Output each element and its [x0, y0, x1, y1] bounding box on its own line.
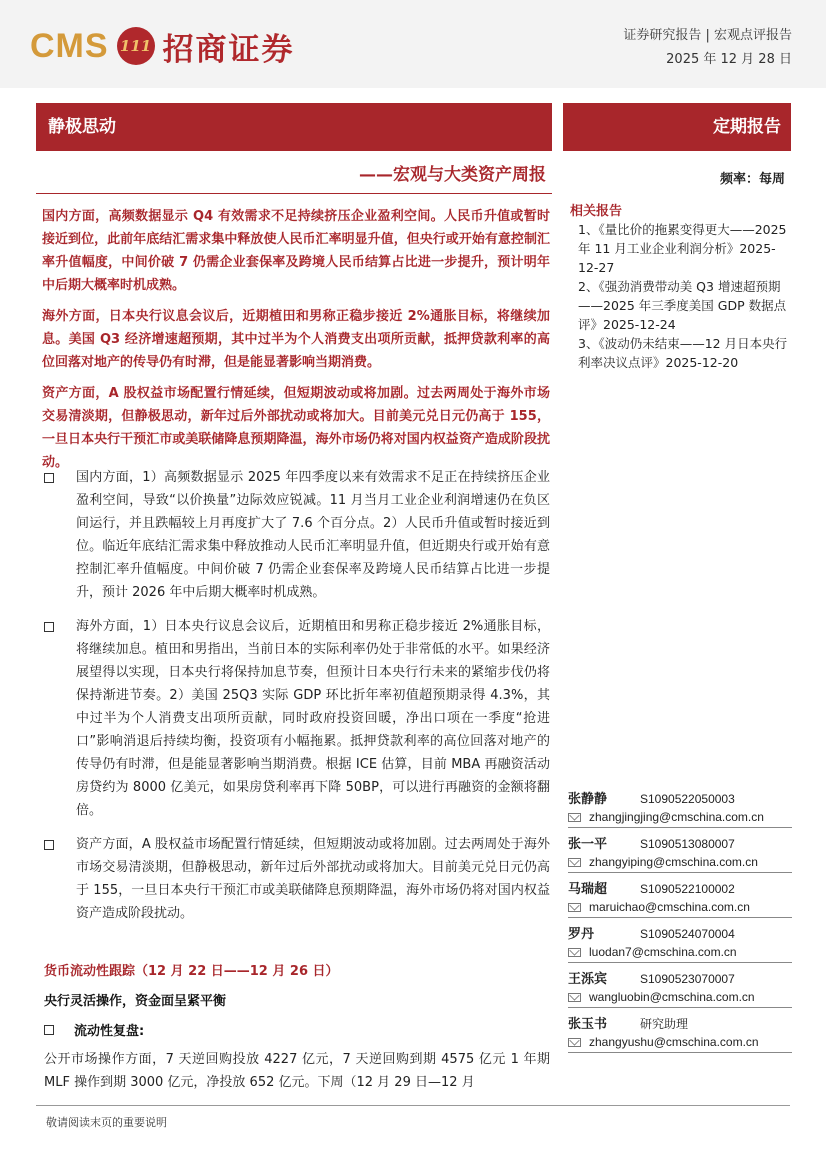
- bullet-item: [44, 466, 550, 604]
- mail-icon: [568, 813, 581, 822]
- analyst-email[interactable]: maruichao@cmschina.com.cn: [589, 900, 750, 914]
- analyst-list: [568, 788, 792, 1058]
- mail-icon: [568, 858, 581, 867]
- abstract-paragraph: 资产方面，A 股权益市场配置行情延续，但短期波动或将加剧。过去两周处于海外市场交易清淡期，但静极思动，新年过后外部扰动或将加大。目前美元兑日元仍高于 155，一旦日本央行干预汇市或美联储降息预期降温，海外市场仍将对国内权益资产造成阶段扰动。: [42, 386, 550, 470]
- related-report-link[interactable]: 3、《波动仍未结束——12 月日本央行利率决议点评》2025-12-20: [578, 336, 788, 370]
- footer-divider: [36, 1105, 790, 1106]
- bullet-text: 海外方面，1）日本央行议息会议后，近期植田和男称正稳步接近 2%通胀目标，将继续加息。植田和男指出，当前日本的实际利率仍处于非常低的水平。如果经济展望得以实现，日本央行将保持加息节奏，但预计日本央行行未来的紧缩步伐仍将保持渐进节奏。2）美国 25Q3 实际 GDP 环比折年率初值超预期录得 4.3%，其中过半为个人消费支出项所贡献，同时政府投资回暖，净出口项在一季度“抢进口”影响消退后持续均衡，投资项有小幅拖累。抵押贷款利率的高位回落对地产的传导仍有时滞，但是能显著影响当期消费。根据 ICE 估算，目前 MBA 再融资活动房贷约为 8000 亿美元，如果房贷利率再下降 50BP，可以进行再融资的金额将翻倍。: [76, 619, 550, 818]
- abstract-paragraph: 海外方面，日本央行议息会议后，近期植田和男称正稳步接近 2%通胀目标，将继续加息。美国 Q3 经济增速超预期，其中过半为个人消费支出项所贡献，抵押贷款利率的高位回落对地产的传导仍有时滞，但是能显著影响当期消费。: [42, 309, 550, 370]
- liquidity-paragraph: 公开市场操作方面，7 天逆回购投放 4227 亿元，7 天逆回购到期 4575 亿元 1 年期 MLF 操作到期 3000 亿元，净投放 652 亿元。下周（12 月 29 日—12 月: [44, 1052, 550, 1090]
- square-bullet-icon: [44, 622, 54, 632]
- related-reports-title: 相关报告: [570, 204, 623, 219]
- report-frequency: 频率：每周: [719, 172, 785, 187]
- analyst-name: 马瑞超: [568, 882, 608, 897]
- analyst-name: 罗丹: [568, 927, 595, 942]
- mail-icon: [568, 948, 581, 957]
- subtitle-divider: [36, 193, 552, 194]
- analyst-email[interactable]: zhangjingjing@cmschina.com.cn: [589, 810, 764, 824]
- analyst-id: S1090524070004: [640, 927, 735, 941]
- report-title: 静极思动: [36, 103, 552, 151]
- analyst-id: S1090522100002: [640, 882, 735, 896]
- analyst-name: 张静静: [568, 792, 608, 807]
- analyst-entry: [568, 923, 792, 963]
- report-subtitle: ——宏观与大类资产周报: [359, 165, 546, 185]
- bullet-text: 国内方面，1）高频数据显示 2025 年四季度以来有效需求不足正在持续挤压企业盈利空间，导致“以价换量”边际效应锐减。11 月当月工业企业利润增速仍在负区间运行，并且跌幅较上月再度扩大了 7.6 个百分点。2）人民币升值或暂时接近到位。临近年底结汇需求集中释放推动人民币汇率明显升值，但近期央行或开始有意控制汇率升值幅度。中间价破 7 仍需企业套保率及跨境人民币结算占比进一步提升，预计 2026 年中后期大概率时机成熟。: [76, 470, 550, 600]
- liquidity-item-label: 流动性复盘:: [74, 1024, 145, 1039]
- analyst-name: 张一平: [568, 837, 608, 852]
- analyst-entry: [568, 1013, 792, 1053]
- report-type: 证券研究报告 | 宏观点评报告: [623, 28, 792, 43]
- square-bullet-icon: [44, 473, 54, 483]
- abstract: [42, 205, 550, 482]
- logo-company-name: 招商证券: [162, 31, 295, 68]
- logo: [30, 24, 295, 68]
- abstract-paragraph: 国内方面，高频数据显示 Q4 有效需求不足持续挤压企业盈利空间。人民币升值或暂时接近到位，此前年底结汇需求集中释放使人民币汇率明显升值，但央行或开始有意控制汇率升值幅度，中间价破 7 仍需企业套保率及跨境人民币结算占比进一步提升，预计明年中后期大概率时机成熟。: [42, 209, 550, 293]
- liquidity-subheading: 央行灵活操作，资金面呈紧平衡: [44, 994, 227, 1009]
- mail-icon: [568, 1038, 581, 1047]
- logo-mark-icon: 111: [117, 27, 155, 65]
- header-meta: [623, 24, 792, 72]
- liquidity-heading: 货币流动性跟踪（12 月 22 日——12 月 26 日）: [44, 964, 339, 979]
- logo-cms-text: CMS: [30, 26, 109, 65]
- analyst-id: S1090513080007: [640, 837, 735, 851]
- report-tag: 定期报告: [563, 103, 791, 151]
- analyst-email[interactable]: zhangyushu@cmschina.com.cn: [589, 1035, 759, 1049]
- bullet-item: [44, 615, 550, 822]
- analyst-entry: [568, 833, 792, 873]
- analyst-role: 研究助理: [640, 1017, 689, 1031]
- related-report-link[interactable]: 2、《强劲消费带动美 Q3 增速超预期——2025 年三季度美国 GDP 数据点评》2025-12-24: [578, 279, 787, 332]
- analyst-entry: [568, 968, 792, 1008]
- related-report-link[interactable]: 1、《量比价的拖累变得更大——2025 年 11 月工业企业利润分析》2025-12-27: [578, 222, 787, 275]
- bullet-text: 资产方面，A 股权益市场配置行情延续，但短期波动或将加剧。过去两周处于海外市场交易清淡期，但静极思动，新年过后外部扰动或将加大。目前美元兑日元仍高于 155，一旦日本央行干预汇市或美联储降息预期降温，海外市场仍将对国内权益资产造成阶段扰动。: [76, 837, 550, 921]
- analyst-id: S1090522050003: [640, 792, 735, 806]
- footer-note: 敬请阅读末页的重要说明: [46, 1116, 167, 1129]
- square-bullet-icon: [44, 1025, 54, 1035]
- analyst-entry: [568, 878, 792, 918]
- analyst-name: 张玉书: [568, 1017, 608, 1032]
- mail-icon: [568, 903, 581, 912]
- analyst-entry: [568, 788, 792, 828]
- report-date: 2025 年 12 月 28 日: [666, 52, 792, 67]
- analyst-id: S1090523070007: [640, 972, 735, 986]
- mail-icon: [568, 993, 581, 1002]
- analyst-email[interactable]: zhangyiping@cmschina.com.cn: [589, 855, 758, 869]
- square-bullet-icon: [44, 840, 54, 850]
- liquidity-item: [44, 1020, 144, 1039]
- analyst-name: 王泺宾: [568, 972, 608, 987]
- analyst-email[interactable]: luodan7@cmschina.com.cn: [589, 945, 737, 959]
- related-reports-list: [578, 220, 788, 372]
- analyst-email[interactable]: wangluobin@cmschina.com.cn: [589, 990, 755, 1004]
- bullet-item: [44, 833, 550, 925]
- body-bullets: [44, 466, 550, 936]
